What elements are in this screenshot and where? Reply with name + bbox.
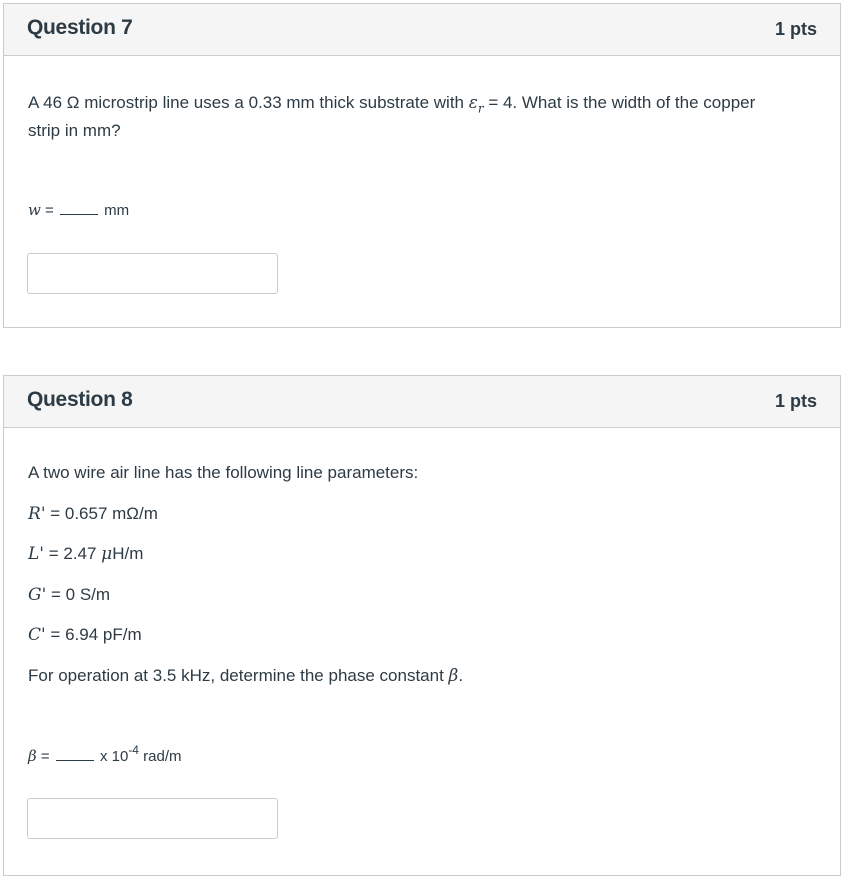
answer-unit-mm: mm xyxy=(99,202,130,219)
answer-blank-line-8 xyxy=(56,748,94,761)
question-8-prompt xyxy=(28,662,463,690)
question-7-answer-prompt xyxy=(28,197,129,224)
question-8-header xyxy=(4,376,840,428)
question-8-intro: A two wire air line has the following line parameters: xyxy=(28,463,419,482)
param-l-var: L xyxy=(28,544,40,564)
beta-symbol: β xyxy=(448,666,459,686)
param-r xyxy=(28,500,158,528)
question-8-card xyxy=(3,375,841,876)
answer-equals-8: = xyxy=(36,748,54,765)
param-r-prime: ' xyxy=(40,504,46,524)
param-g-prime: ' xyxy=(41,585,47,605)
question-7-card xyxy=(3,3,841,328)
question-7-points: 1 pts xyxy=(774,19,817,39)
param-c xyxy=(28,621,142,649)
question-8-answer-input[interactable] xyxy=(27,798,278,839)
question-7-text-line-1 xyxy=(28,89,755,122)
param-l-mu: μ xyxy=(101,544,113,564)
epsilon-subscript: r xyxy=(477,101,484,116)
question-7-answer-input[interactable] xyxy=(27,253,278,294)
question-8-title: Question 8 xyxy=(27,388,133,411)
param-c-value: = 6.94 pF/m xyxy=(45,625,142,644)
question-8-prompt-text: For operation at 3.5 kHz, determine the phase constant xyxy=(28,666,449,685)
question-7-header xyxy=(4,4,840,56)
question-7-text-line-2: strip in mm? xyxy=(28,121,121,140)
question-8-period: . xyxy=(458,666,464,685)
param-r-var: R xyxy=(28,504,41,524)
answer-unit-pre: x 10 xyxy=(95,748,129,765)
question-7-text-b: = 4. What is the width of the copper xyxy=(483,93,756,112)
question-8-points: 1 pts xyxy=(774,391,817,411)
param-l xyxy=(28,540,143,568)
param-g-var: G xyxy=(28,585,42,605)
answer-blank-line xyxy=(60,202,98,215)
epsilon-symbol: ε xyxy=(468,93,478,113)
param-l-value-pre: = 2.47 xyxy=(43,544,102,563)
question-7-title: Question 7 xyxy=(27,16,133,39)
param-l-prime: ' xyxy=(39,544,44,564)
answer-unit-post: rad/m xyxy=(138,748,182,765)
param-g xyxy=(28,581,110,609)
param-l-value-post: H/m xyxy=(112,544,144,563)
answer-var-w: w xyxy=(28,201,41,219)
param-c-var: C xyxy=(28,625,42,645)
param-c-prime: ' xyxy=(41,625,46,645)
question-8-answer-prompt xyxy=(28,743,182,770)
answer-var-beta: β xyxy=(28,747,37,765)
answer-equals: = xyxy=(40,202,58,219)
question-7-text-a: A 46 Ω microstrip line uses a 0.33 mm thick substrate with xyxy=(28,93,469,112)
param-g-value: = 0 S/m xyxy=(46,585,111,604)
param-r-value: = 0.657 mΩ/m xyxy=(45,504,158,523)
answer-exponent: -4 xyxy=(128,743,139,757)
